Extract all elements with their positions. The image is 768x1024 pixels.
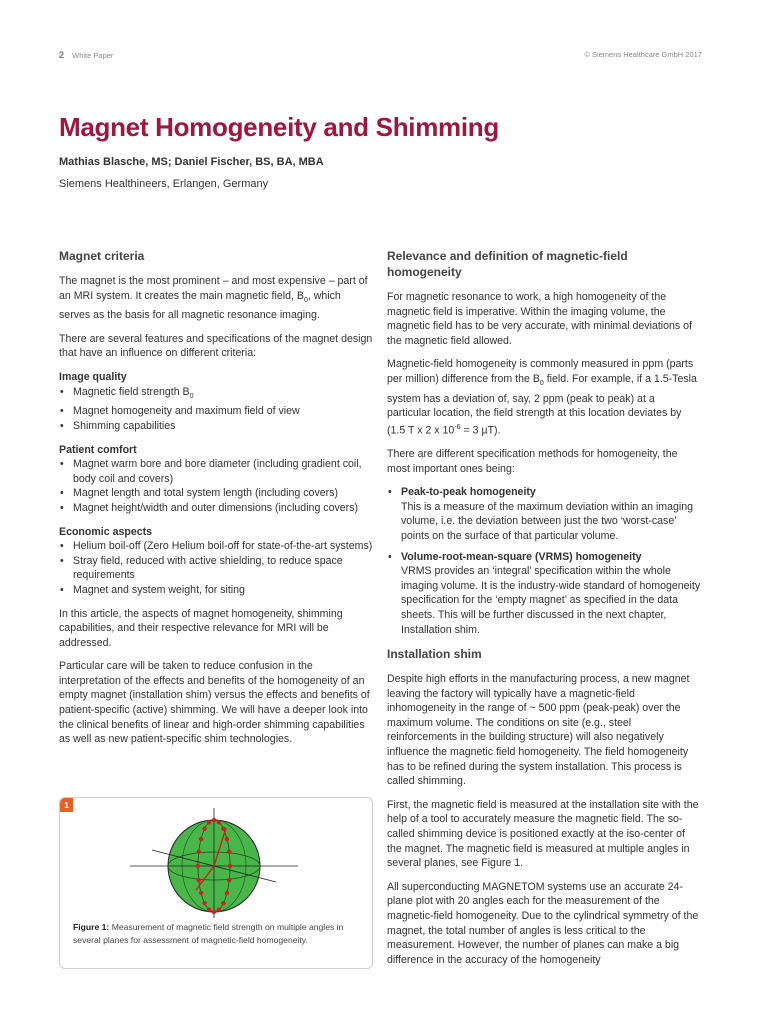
list-item: • Magnetic field strength $B_0$ [59, 385, 373, 405]
measurement-point [202, 901, 206, 905]
section-label: White Paper [72, 51, 114, 60]
group-heading: Image quality [59, 371, 127, 384]
paragraph: All superconducting MAGNETOM systems use an accurate 24-plane plot with 20 angles each for the measurement of the magnetic-field homogeneity. Due to the cylindrical symmetry of the magnet, the total number of angles is less critical to the measurement. However, the number of planes can make a big difference in the accuracy of the homogeneity [387, 880, 699, 966]
measurement-point [225, 891, 229, 895]
copyright-notice: © Siemens Healthcare GmbH 2017 [584, 50, 702, 59]
group-heading: Patient comfort [59, 443, 137, 456]
paragraph: The magnet is the most prominent – and most expensive – part of an MRI system. It creates the main magnetic field, $B_0$, which serves as the basis for all magnetic resonance imaging. [59, 275, 368, 322]
paragraph: There are several features and specifications of the magnet design that have an influence on different criteria: [59, 332, 373, 360]
measurement-point [221, 827, 225, 831]
paragraph: In this article, the aspects of magnet homogeneity, shimming capabilities, and their respective relevance for MRI will be addressed. [59, 607, 343, 649]
paragraph: Magnetic-field homogeneity is commonly measured in ppm (parts per million) difference from the $B_0$ field. For example, if a 1.5-Tesla system has a deviation of, say, 2 ppm (peak to peak) at a particular location, the field strength at this location deviates by (1.5 T x 2 x $10^{-6} = 3$ µT). [387, 358, 697, 437]
homogeneity-methods-list [387, 485, 701, 637]
measurement-point [202, 827, 206, 831]
list-item: • Helium boil-off (Zero Helium boil-off for state-of-the-art systems) [59, 539, 373, 554]
measurement-point [227, 850, 231, 854]
measurement-point [196, 864, 200, 868]
affiliation: Siemens Healthineers, Erlangen, Germany [59, 178, 269, 190]
measurement-point [199, 837, 203, 841]
paragraph: For magnetic resonance to work, a high homogeneity of the magnetic field is imperative. Within the imaging volume, the magnetic field has to be very accurate, with minimal deviations of the magnetic field allowed. [387, 291, 693, 347]
right-column [387, 248, 701, 976]
measurement-point [225, 837, 229, 841]
measurement-point [217, 908, 221, 912]
measurement-point [197, 850, 201, 854]
section-heading-installation-shim: Installation shim [387, 647, 482, 662]
list-item [387, 550, 701, 638]
authors: Mathias Blasche, MS; Daniel Fischer, BS, BA, MBA [59, 156, 324, 168]
list-item: • Magnet height/width and outer dimensions (including covers) [59, 501, 373, 516]
measurement-sphere-illustration [126, 806, 302, 920]
page-number: 2 [59, 50, 65, 60]
measurement-point [227, 878, 231, 882]
list-item: • Magnet and system weight, for siting [59, 583, 373, 598]
figure-caption-text: Measurement of magnetic field strength on multiple angles in several planes for assessment of magnetic-field homogeneity. [73, 922, 344, 945]
criteria-list [59, 457, 373, 515]
criteria-list [59, 539, 373, 597]
figure-1 [59, 797, 373, 969]
list-item-title: • Peak-to-peak homogeneity [401, 486, 536, 499]
list-item [387, 485, 701, 543]
list-item: • Magnet length and total system length (including covers) [59, 486, 373, 501]
list-item-text: VRMS provides an ‘integral’ specification within the whole imaging volume. It is the industry-wide standard of homogeneity specification for the ‘empty magnet’ as specified in the data sheets. This will be further discussed in the next chapter, Installation shim. [401, 565, 701, 636]
group-heading: Economic aspects [59, 525, 153, 538]
list-item: • Magnet homogeneity and maximum field of view [59, 404, 373, 419]
figure-caption [73, 921, 363, 946]
list-item-title: • Volume-root-mean-square (VRMS) homogeneity [401, 550, 642, 563]
measurement-point [207, 908, 211, 912]
measurement-point [221, 901, 225, 905]
measurement-point [212, 910, 216, 914]
left-column [59, 248, 373, 756]
measurement-point [228, 864, 232, 868]
paragraph: There are different specification methods for homogeneity, the most important ones being: [387, 447, 678, 475]
running-header-left [59, 50, 113, 60]
measurement-point [207, 820, 211, 824]
list-item: • Magnet warm bore and bore diameter (including gradient coil, body coil and covers) [59, 457, 373, 486]
measurement-point [197, 878, 201, 882]
paragraph: Particular care will be taken to reduce confusion in the interpretation of the effects and benefits of the homogeneity of an empty magnet (installation shim) versus the effects and benefits of patient-specific (active) shimming. We will have a deeper look into the clinical benefits of linear and high-order shimming capabilities as well as new patient-specific shim technologies. [59, 660, 370, 746]
article-title: Magnet Homogeneity and Shimming [59, 112, 499, 142]
measurement-point [199, 891, 203, 895]
list-item: • Shimming capabilities [59, 419, 373, 434]
criteria-list [59, 385, 373, 434]
list-item: • Stray field, reduced with active shielding, to reduce space requirements [59, 554, 373, 583]
figure-number-badge: 1 [60, 798, 73, 812]
paragraph: First, the magnetic field is measured at the installation site with the help of a tool to accurately measure the magnetic field. The so-called shimming device is positioned exactly at the iso-center of the magnet. The magnetic field is measured at multiple angles in several planes, see Figure 1. [387, 798, 699, 870]
measurement-point [217, 820, 221, 824]
section-heading-relevance: Relevance and definition of magnetic-field homogeneity [387, 249, 628, 279]
paragraph: Despite high efforts in the manufacturing process, a new magnet leaving the factory will typically have a magnetic-field inhomogeneity in the range of ~ 500 ppm (peak-peak) over the maximum volume. The conditions on site (e.g., steel reinforcements in the building structure) will also negatively influence the magnetic field homogeneity. The field homogeneity has to be refined during the system installation. This process is called shimming. [387, 673, 690, 788]
figure-label: Figure 1: [73, 922, 110, 932]
section-heading-magnet-criteria: Magnet criteria [59, 249, 145, 263]
list-item-text: This is a measure of the maximum deviation within an imaging volume, i.e. the deviation between just the two ‘worst-case’ points on the surface of that particular volume. [401, 500, 694, 542]
measurement-point [212, 818, 216, 822]
